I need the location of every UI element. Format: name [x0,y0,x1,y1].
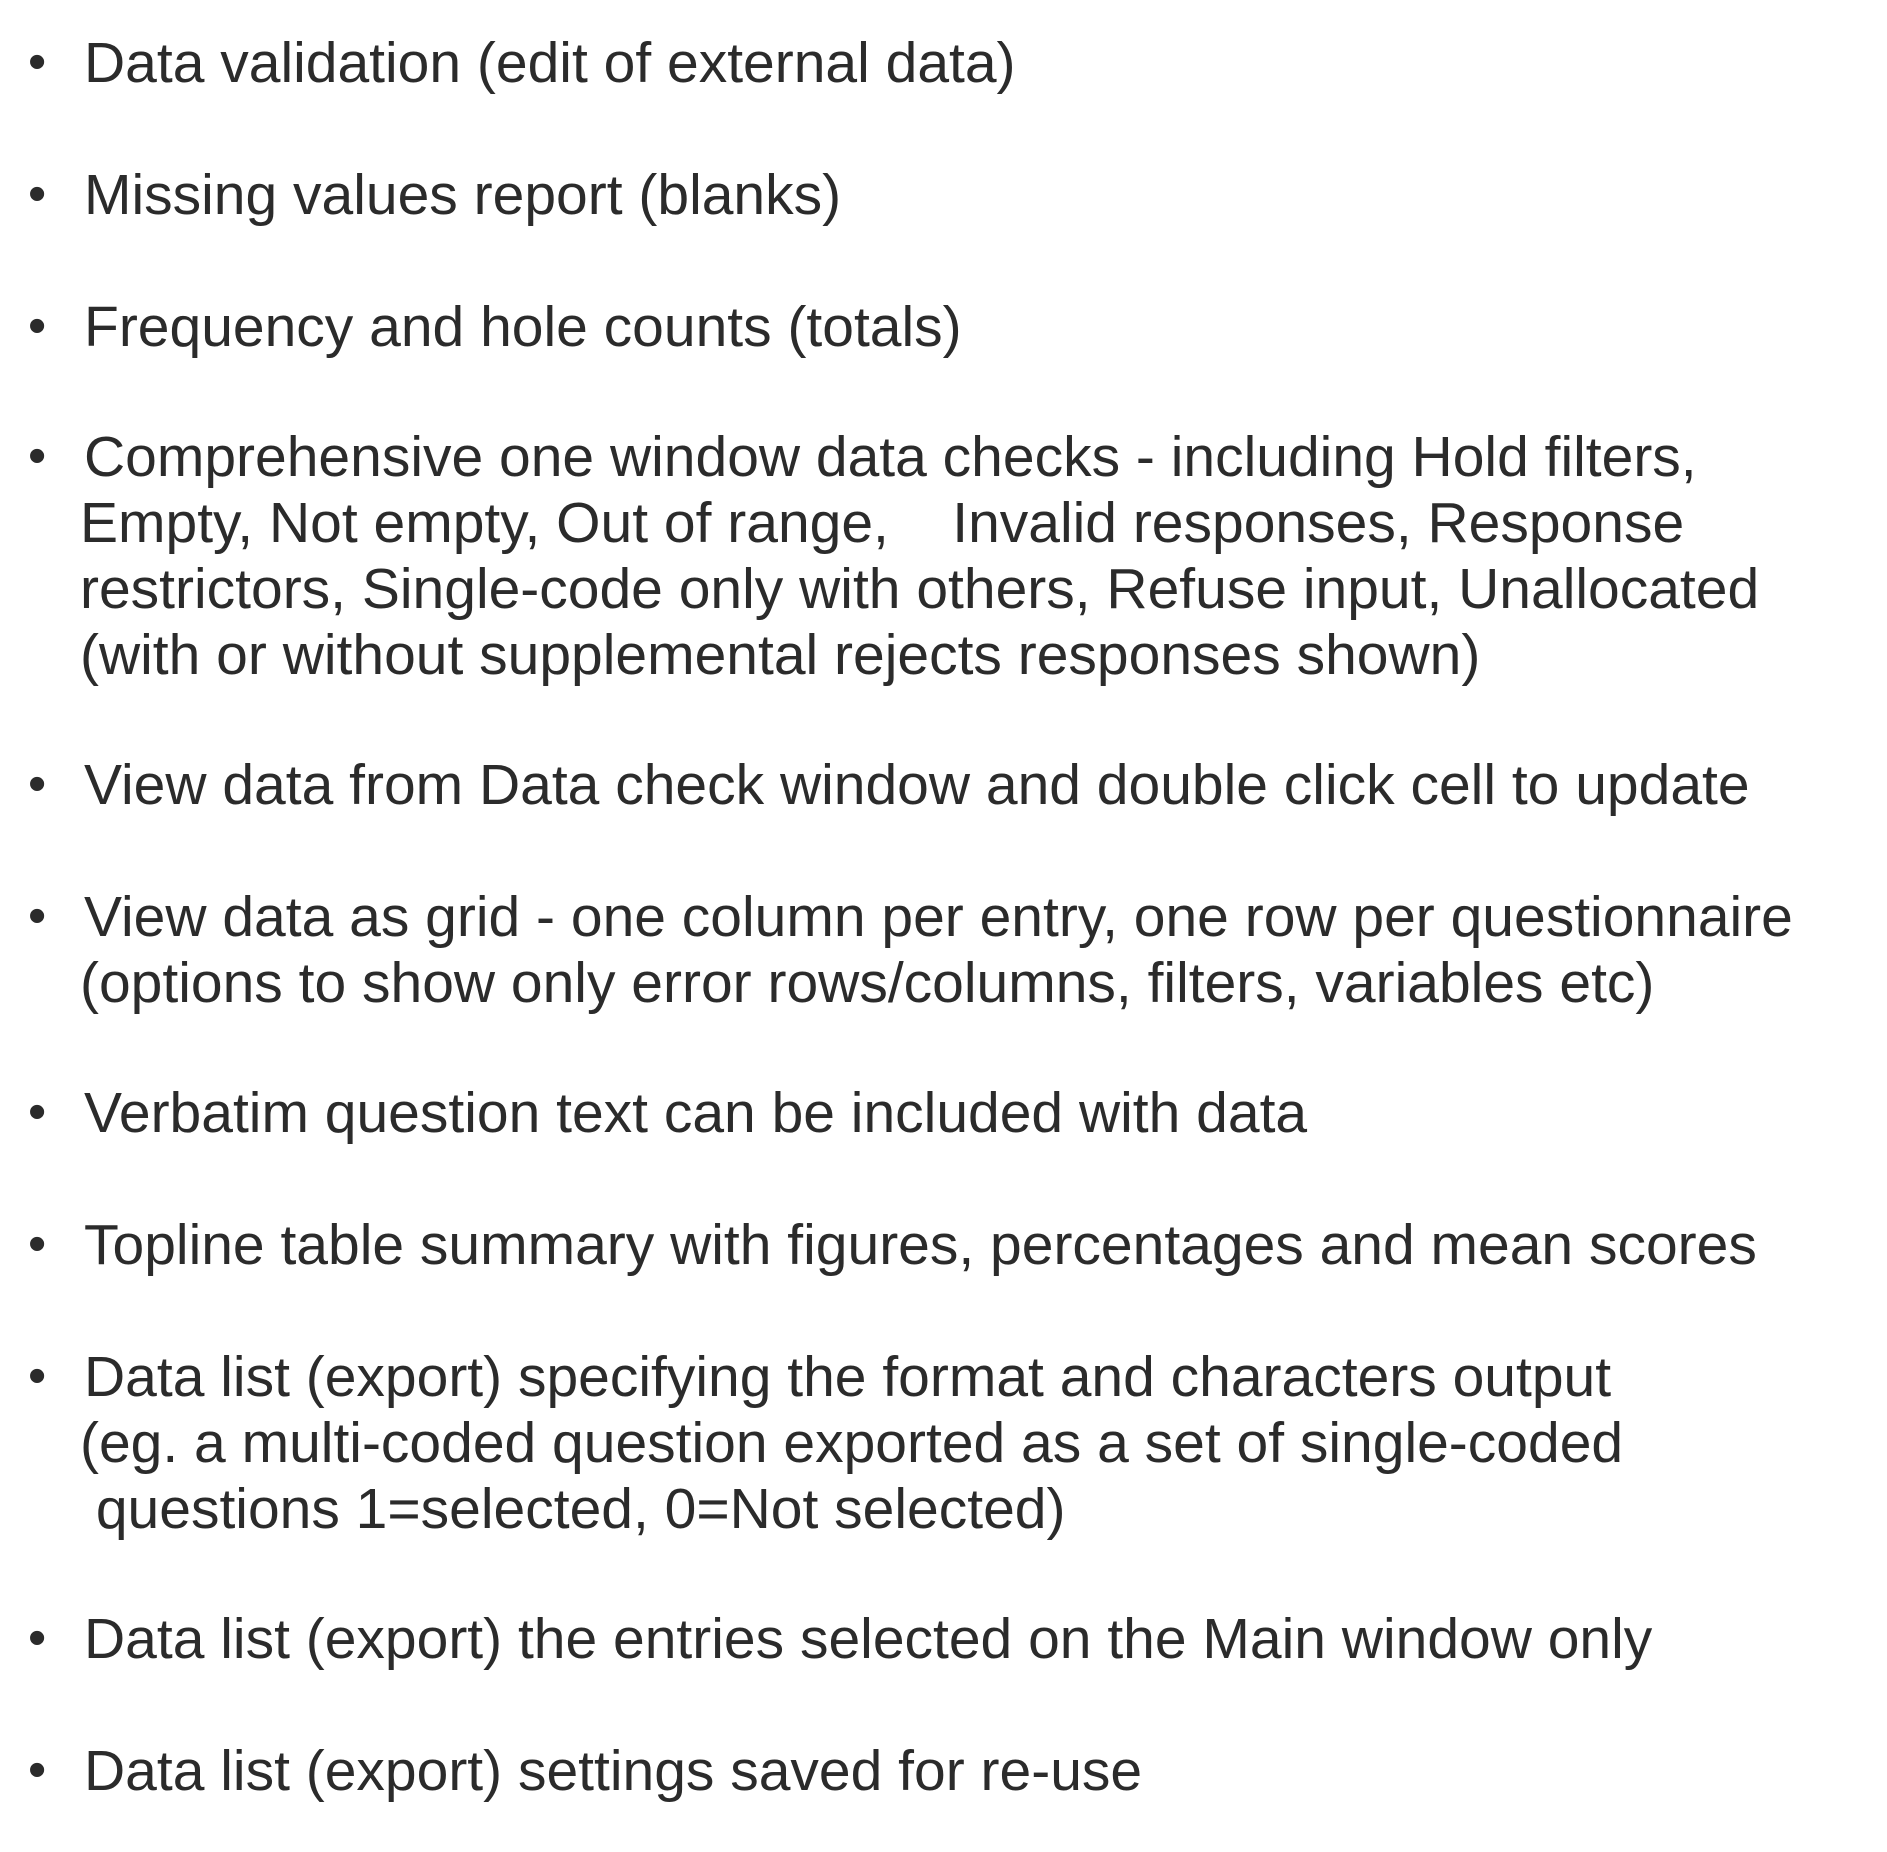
bullet-icon: • [28,33,47,91]
bullet-icon: • [28,165,47,223]
bullet-icon: • [28,1083,47,1141]
feature-item-line: View data as grid - one column per entry, one row per questionnaire [84,885,1793,949]
feature-item-line: Comprehensive one window data checks - including Hold filters, [84,425,1697,489]
feature-item-line: Empty, Not empty, Out of range, Invalid responses, Response [80,491,1685,555]
feature-item-line: Data validation (edit of external data) [84,31,1016,95]
bullet-icon: • [28,1215,47,1273]
feature-item-line: questions 1=selected, 0=Not selected) [80,1477,1066,1541]
bullet-icon: • [28,1347,47,1405]
feature-item-line: View data from Data check window and double click cell to update [84,753,1750,817]
feature-item-line: Verbatim question text can be included with data [84,1081,1308,1145]
bullet-icon: • [28,427,47,485]
feature-item-line: Data list (export) the entries selected on the Main window only [84,1607,1653,1671]
feature-item-line: (eg. a multi-coded question exported as a set of single-coded [80,1411,1624,1475]
feature-item-line: (options to show only error rows/columns, filters, variables etc) [80,951,1655,1015]
feature-item-line: Frequency and hole counts (totals) [84,295,962,359]
bullet-icon: • [28,297,47,355]
feature-item-line: Missing values report (blanks) [84,163,842,227]
bullet-icon: • [28,1609,47,1667]
bullet-icon: • [28,887,47,945]
bullet-icon: • [28,755,47,813]
feature-item-line: Topline table summary with figures, percentages and mean scores [84,1213,1757,1277]
bullet-icon: • [28,1741,47,1799]
feature-item-line: Data list (export) specifying the format and characters output [84,1345,1612,1409]
feature-item-line: restrictors, Single-code only with others, Refuse input, Unallocated [80,557,1760,621]
feature-item-line: (with or without supplemental rejects responses shown) [80,623,1481,687]
feature-item-line: Data list (export) settings saved for re-use [84,1739,1143,1803]
